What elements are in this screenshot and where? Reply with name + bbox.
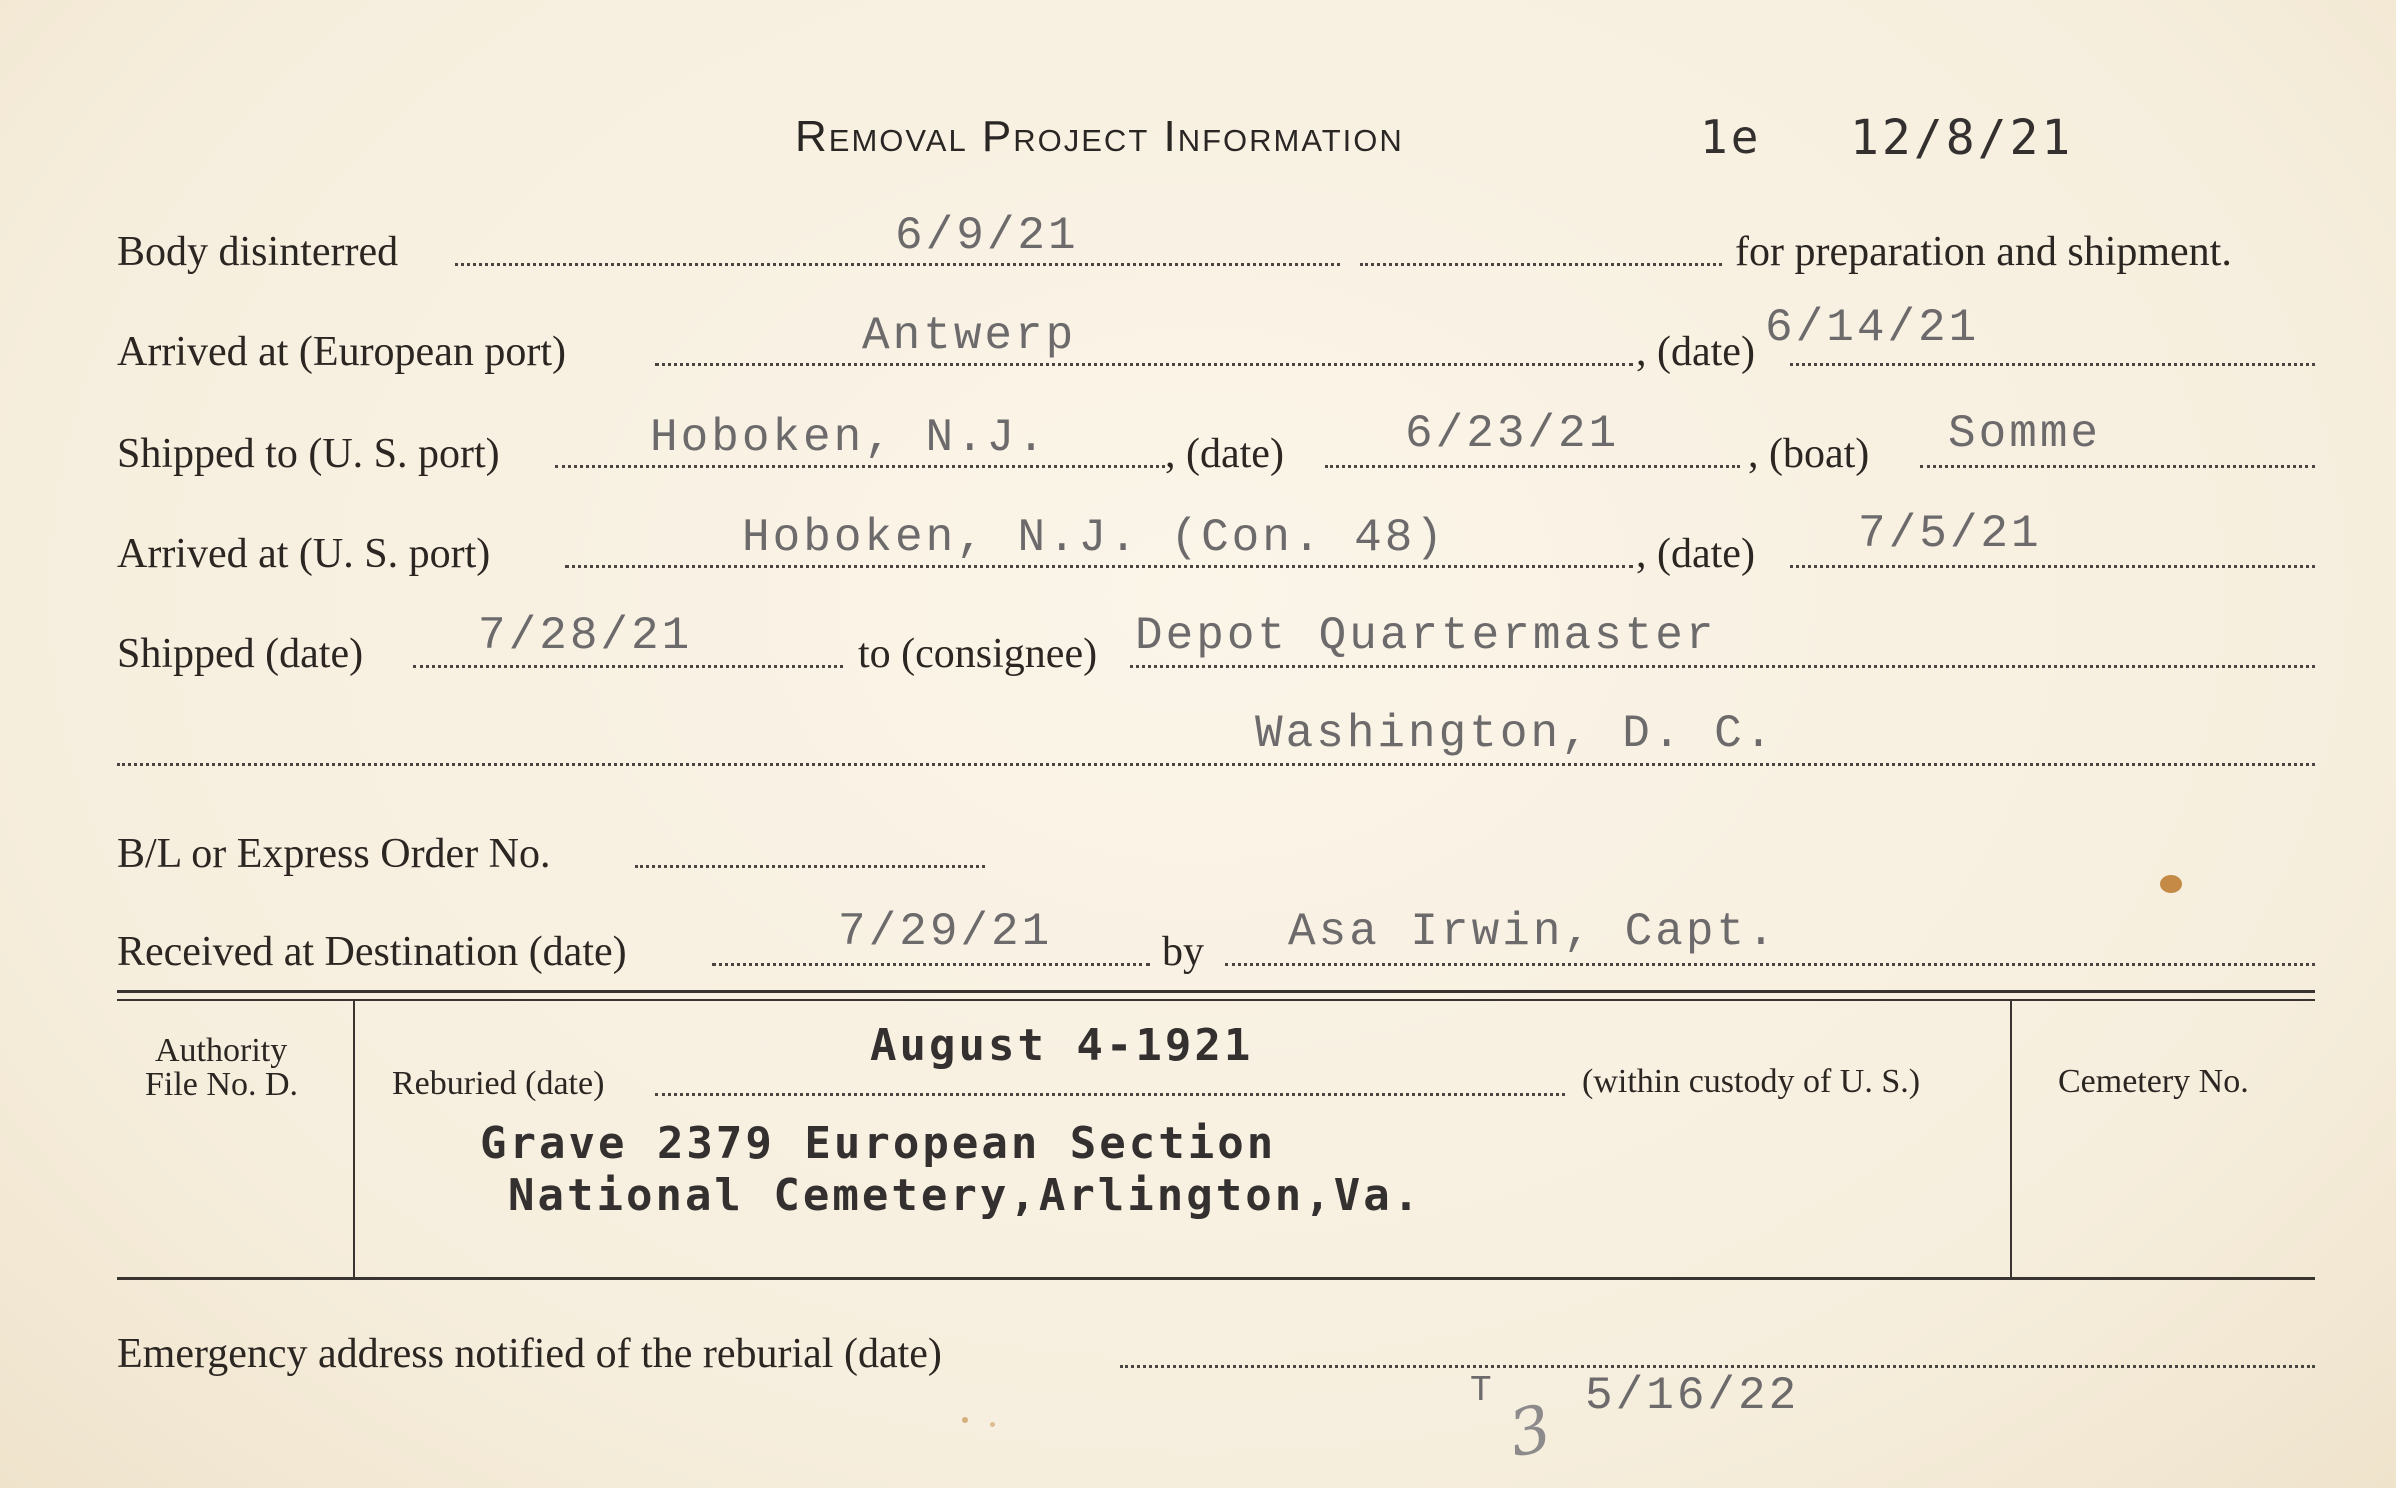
box-top-rule-2 <box>117 999 2315 1001</box>
received-date-value: 7/29/21 <box>838 906 1053 958</box>
us-port-shipped-label: Shipped to (U. S. port) <box>117 431 500 477</box>
consignee-value-line2: Washington, D. C. <box>1255 708 1776 760</box>
us-arrived-date-label: , (date) <box>1636 531 1755 577</box>
european-port-value: Antwerp <box>862 310 1077 362</box>
authority-label-line2: File No. D. <box>145 1066 298 1103</box>
consignee-line-2 <box>117 763 2315 766</box>
boat-label: , (boat) <box>1748 431 1870 477</box>
box-top-rule <box>117 990 2315 993</box>
reburied-line <box>655 1093 1565 1096</box>
consignee-value-line1: Depot Quartermaster <box>1135 610 1717 662</box>
pencil-mark: 3 <box>1502 1391 1558 1473</box>
emergency-mark: T <box>1470 1370 1495 1411</box>
bl-label: B/L or Express Order No. <box>117 831 551 877</box>
boat-line <box>1920 465 2315 468</box>
reburied-label: Reburied (date) <box>392 1065 605 1102</box>
us-arrived-date-value: 7/5/21 <box>1858 508 2042 560</box>
received-by-line <box>1225 963 2315 966</box>
emergency-date: 5/16/22 <box>1585 1370 1800 1422</box>
box-divider-right <box>2010 1001 2012 1277</box>
received-by-label: by <box>1162 929 1204 975</box>
european-date-line <box>1790 363 2315 366</box>
disinterred-label: Body disinterred <box>117 229 399 275</box>
bl-line <box>635 865 985 868</box>
shipped-date-value: 7/28/21 <box>478 610 693 662</box>
us-shipped-date-line <box>1325 465 1740 468</box>
us-arrived-date-line <box>1790 565 2315 568</box>
european-port-label: Arrived at (European port) <box>117 329 566 375</box>
consignee-line <box>1130 665 2315 668</box>
european-date-label: , (date) <box>1636 329 1755 375</box>
cemetery-no-label: Cemetery No. <box>2058 1063 2249 1100</box>
us-port-shipped-line <box>555 465 1165 468</box>
us-port-arrived-value: Hoboken, N.J. (Con. 48) <box>742 512 1446 564</box>
disinterred-line <box>455 263 1340 266</box>
disinterred-line-2 <box>1360 263 1722 266</box>
emergency-label: Emergency address notified of the reburial (date) <box>117 1331 942 1377</box>
us-shipped-date-value: 6/23/21 <box>1405 408 1620 460</box>
card-date: 12/8/21 <box>1850 110 2074 166</box>
emergency-line <box>1120 1365 2315 1368</box>
european-port-line <box>655 363 1633 366</box>
card-code: 1e <box>1700 110 1762 164</box>
box-bottom-rule <box>117 1277 2315 1280</box>
grave-line2: National Cemetery,Arlington,Va. <box>508 1170 1423 1221</box>
stain-mark <box>2160 875 2182 893</box>
us-port-arrived-line <box>565 565 1633 568</box>
us-shipped-date-label: , (date) <box>1165 431 1284 477</box>
shipped-date-line <box>413 665 843 668</box>
us-port-arrived-label: Arrived at (U. S. port) <box>117 531 491 577</box>
european-date-value: 6/14/21 <box>1765 302 1980 354</box>
shipped-date-label: Shipped (date) <box>117 631 364 677</box>
received-date-line <box>712 963 1150 966</box>
reburied-date: August 4-1921 <box>870 1020 1254 1071</box>
authority-label-line1: Authority <box>155 1032 288 1069</box>
stain-speck-2 <box>990 1422 995 1427</box>
received-by-value: Asa Irwin, Capt. <box>1288 906 1778 958</box>
consignee-label: to (consignee) <box>858 631 1098 677</box>
grave-line1: Grave 2379 European Section <box>480 1118 1277 1169</box>
boat-value: Somme <box>1948 408 2102 460</box>
card-title: Removal Project Information <box>795 112 1404 161</box>
custody-label: (within custody of U. S.) <box>1582 1063 1921 1100</box>
stain-speck <box>962 1417 968 1423</box>
disinterred-date: 6/9/21 <box>895 210 1079 262</box>
received-label: Received at Destination (date) <box>117 929 627 975</box>
us-port-shipped-value: Hoboken, N.J. <box>650 412 1048 464</box>
disinterred-suffix: for preparation and shipment. <box>1735 229 2232 275</box>
box-divider-left <box>353 1001 355 1277</box>
